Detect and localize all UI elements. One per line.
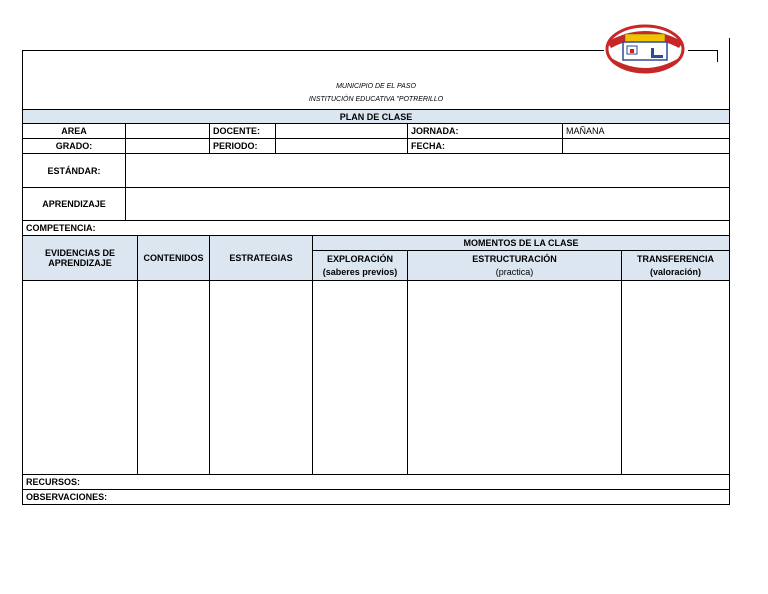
competencia-row[interactable] xyxy=(22,220,730,236)
col-contenidos xyxy=(137,235,210,281)
col-evidencias xyxy=(22,235,138,281)
plan-title-text: PLAN DE CLASE xyxy=(339,111,413,122)
col-estrategias-text: ESTRATEGIAS xyxy=(229,253,293,263)
col-estrategias xyxy=(209,235,313,281)
docente-label-text: DOCENTE: xyxy=(213,126,260,136)
body-estrategias[interactable] xyxy=(209,280,313,475)
periodo-label-text: PERIODO: xyxy=(213,141,258,151)
col-estructuracion xyxy=(407,250,622,281)
area-label xyxy=(22,123,126,139)
estandar-label-text: ESTÁNDAR: xyxy=(47,165,101,176)
fecha-value[interactable] xyxy=(562,138,730,154)
docente-value[interactable] xyxy=(275,123,408,139)
area-label-text: AREA xyxy=(61,126,87,136)
col-transferencia-sub: (valoración) xyxy=(649,267,701,277)
col-contenidos-text: CONTENIDOS xyxy=(143,253,204,263)
body-evidencias[interactable] xyxy=(22,280,138,475)
recursos-label: RECURSOS: xyxy=(26,477,81,487)
aprendizaje-value[interactable] xyxy=(125,187,730,221)
jornada-value[interactable] xyxy=(562,123,730,139)
jornada-value-text: MAÑANA xyxy=(566,126,605,136)
school-crest-icon xyxy=(603,22,687,78)
periodo-label xyxy=(209,138,276,154)
observaciones-label: OBSERVACIONES: xyxy=(26,492,108,502)
col-evidencias-text: EVIDENCIAS DE APRENDIZAJE xyxy=(44,248,115,268)
col-momentos-text: MOMENTOS DE LA CLASE xyxy=(463,238,579,248)
estandar-value[interactable] xyxy=(125,153,730,188)
jornada-label xyxy=(407,123,563,139)
aprendizaje-label xyxy=(22,187,126,221)
body-estructuracion[interactable] xyxy=(407,280,622,475)
body-contenidos[interactable] xyxy=(137,280,210,475)
frame-right-tick xyxy=(717,50,718,62)
col-exploracion-sub: (saberes previos) xyxy=(322,267,398,277)
plan-title xyxy=(22,109,730,124)
periodo-value[interactable] xyxy=(275,138,408,154)
col-momentos xyxy=(312,235,730,251)
grado-label-text: GRADO: xyxy=(55,141,93,151)
grado-value[interactable] xyxy=(125,138,210,154)
col-exploracion-text: EXPLORACIÓN xyxy=(326,254,393,264)
estandar-label xyxy=(22,153,126,188)
col-transferencia xyxy=(621,250,730,281)
grado-label xyxy=(22,138,126,154)
col-estructuracion-text: ESTRUCTURACIÓN xyxy=(472,254,557,264)
col-estructuracion-sub: (practica) xyxy=(495,267,534,277)
recursos-row[interactable] xyxy=(22,474,730,490)
frame-left-tick xyxy=(22,50,23,62)
municipality-text: MUNICIPIO DE EL PASO xyxy=(336,83,416,90)
fecha-label xyxy=(407,138,563,154)
jornada-label-text: JORNADA: xyxy=(411,126,459,136)
competencia-label: COMPETENCIA: xyxy=(26,223,96,233)
body-transferencia[interactable] xyxy=(621,280,730,475)
col-exploracion xyxy=(312,250,408,281)
observaciones-row[interactable] xyxy=(22,489,730,505)
area-value[interactable] xyxy=(125,123,210,139)
docente-label xyxy=(209,123,276,139)
aprendizaje-label-text: APRENDIZAJE xyxy=(42,199,106,209)
institution-text: INSTITUCIÓN EDUCATIVA "POTRERILLO xyxy=(308,96,444,103)
body-exploracion[interactable] xyxy=(312,280,408,475)
fecha-label-text: FECHA: xyxy=(411,141,445,151)
col-transferencia-text: TRANSFERENCIA xyxy=(636,254,714,264)
frame-top-left xyxy=(22,50,604,51)
frame-top-right xyxy=(688,50,718,51)
